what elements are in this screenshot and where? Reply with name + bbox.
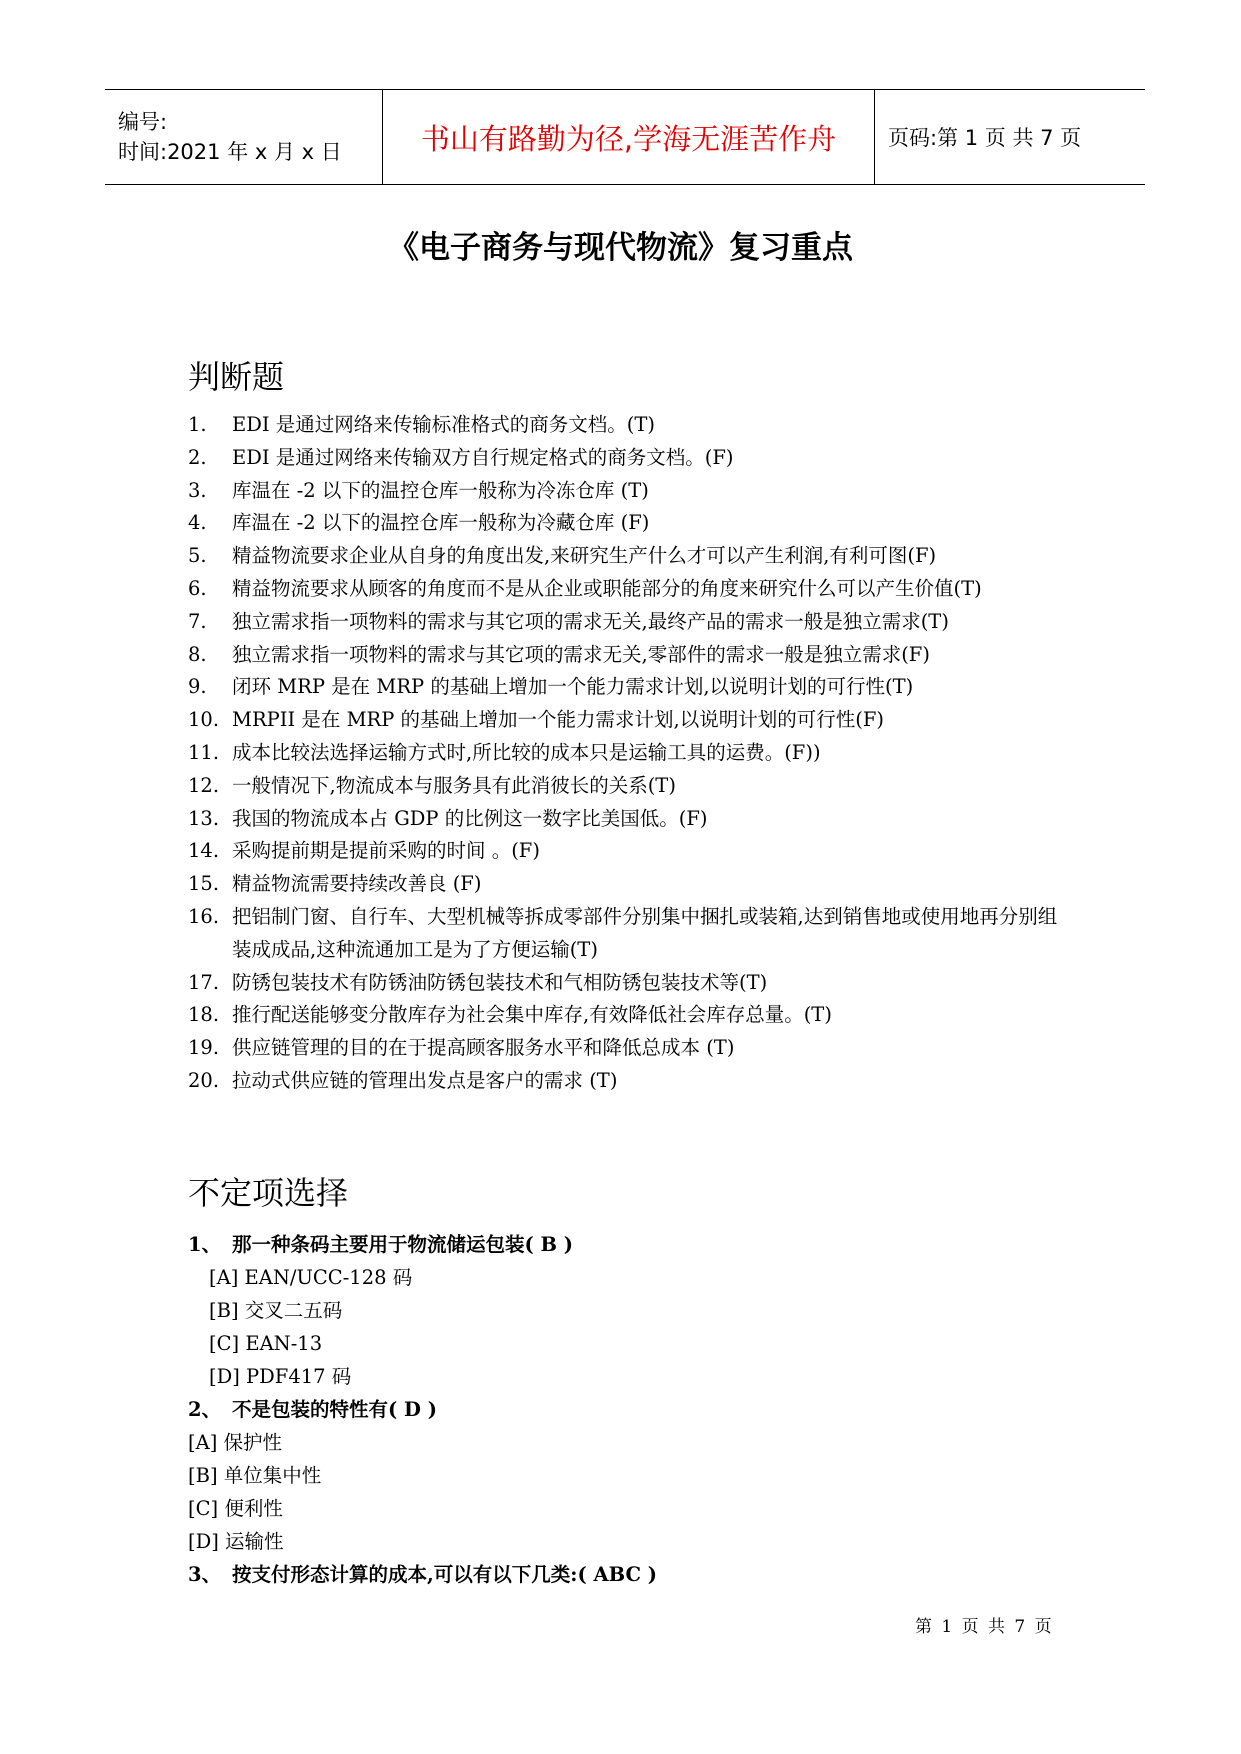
header-page-cell [875,90,1145,184]
item-text: 独立需求指一项物料的需求与其它项的需求无关,最终产品的需求一般是独立需求(T) [232,609,949,633]
header-page-info: 页码:第 1 页 共 7 页 [888,126,1082,150]
item-number: 20. [188,1068,220,1092]
question-text: 不是包装的特性有( D ) [232,1398,437,1421]
item-number: 19. [188,1036,220,1060]
item-number: 12. [188,773,220,797]
item-number: 2. [188,445,207,469]
item-number: 18. [188,1003,220,1027]
item-text: EDI 是通过网络来传输双方自行规定格式的商务文档。(F) [232,445,734,469]
item-number: 16. [188,904,220,928]
header-left-cell [105,90,383,184]
list-item [188,1065,1068,1098]
item-text: MRPII 是在 MRP 的基础上增加一个能力需求计划,以说明计划的可行性(F) [232,708,884,732]
list-item [188,1032,1068,1065]
question-1 [188,1228,1068,1261]
multiple-choice-heading: 不定项选择 [188,1174,349,1212]
item-number: 10. [188,708,220,732]
item-text: 精益物流要求企业从自身的角度出发,来研究生产什么才可以产生利润,有利可图(F) [232,544,937,568]
page-footer: 第 1 页 共 7 页 [915,1617,1054,1637]
list-item [188,507,1068,540]
option-a: [A] EAN/UCC-128 码 [209,1266,413,1289]
item-number: 4. [188,511,207,535]
list-item [188,835,1068,868]
serial-label: 编号: [118,110,168,134]
item-text: 推行配送能够变分散库存为社会集中库存,有效降低社会库存总量。(T) [232,1003,832,1027]
list-item [188,704,1068,737]
list-item [188,671,1068,704]
question-2 [188,1393,1068,1426]
list-item [188,901,1068,967]
item-text: 把铝制门窗、自行车、大型机械等拆成零部件分别集中捆扎或装箱,达到销售地或使用地再分别组装成成品,这种流通加工是为了方便运输(T) [232,904,1058,961]
item-number: 6. [188,576,207,600]
document-title: 《电子商务与现代物流》复习重点 [388,230,853,266]
item-text: 独立需求指一项物料的需求与其它项的需求无关,零部件的需求一般是独立需求(F) [232,642,930,666]
item-text: 拉动式供应链的管理出发点是客户的需求 (T) [232,1068,618,1092]
list-item [188,803,1068,836]
item-number: 8. [188,642,207,666]
multiple-choice-block [188,1228,1068,1591]
option-b: [B] 交叉二五码 [209,1299,343,1322]
item-number: 5. [188,544,207,568]
item-number: 9. [188,675,207,699]
item-number: 1. [188,413,207,436]
list-item [188,967,1068,1000]
list-item [188,770,1068,803]
question-text: 按支付形态计算的成本,可以有以下几类:( ABC ) [232,1563,658,1586]
item-text: 闭环 MRP 是在 MRP 的基础上增加一个能力需求计划,以说明计划的可行性(T) [232,675,914,699]
option-c: [C] 便利性 [188,1497,283,1520]
question-text: 那一种条码主要用于物流储运包装( B ) [232,1233,574,1256]
item-number: 3. [188,478,207,502]
item-text: 一般情况下,物流成本与服务具有此消彼长的关系(T) [232,773,676,797]
item-text: EDI 是通过网络来传输标准格式的商务文档。(T) [232,413,655,436]
list-item [188,999,1068,1032]
item-text: 供应链管理的目的在于提高顾客服务水平和降低总成本 (T) [232,1036,735,1060]
question-number: 2、 [188,1398,222,1421]
item-number: 14. [188,839,220,863]
motto-text: 书山有路勤为径,学海无涯苦作舟 [420,121,837,156]
question-number: 1、 [188,1233,222,1256]
item-text: 库温在 -2 以下的温控仓库一般称为冷藏仓库 (F) [232,511,650,535]
list-item [188,475,1068,508]
item-text: 库温在 -2 以下的温控仓库一般称为冷冻仓库 (T) [232,478,649,502]
true-false-heading: 判断题 [188,358,285,396]
option-b: [B] 单位集中性 [188,1464,322,1487]
item-text: 采购提前期是提前采购的时间 。(F) [232,839,540,863]
true-false-list [188,409,1068,1098]
item-text: 成本比较法选择运输方式时,所比较的成本只是运输工具的运费。(F)) [232,740,821,764]
item-text: 我国的物流成本占 GDP 的比例这一数字比美国低。(F) [232,806,708,830]
list-item [188,737,1068,770]
time-label: 时间:2021 年 x 月 x 日 [118,140,342,164]
list-item [188,868,1068,901]
list-item [188,409,1068,442]
list-item [188,442,1068,475]
item-number: 15. [188,872,220,896]
question-3 [188,1558,1068,1591]
item-number: 11. [188,740,220,764]
item-text: 精益物流要求从顾客的角度而不是从企业或职能部分的角度来研究什么可以产生价值(T) [232,576,982,600]
item-text: 防锈包装技术有防锈油防锈包装技术和气相防锈包装技术等(T) [232,970,768,994]
option-d: [D] 运输性 [188,1530,284,1553]
item-number: 7. [188,609,207,633]
item-number: 17. [188,970,220,994]
list-item [188,606,1068,639]
header-table [105,89,1145,185]
list-item [188,573,1068,606]
list-item [188,639,1068,672]
item-number: 13. [188,806,220,830]
item-text: 精益物流需要持续改善良 (F) [232,872,482,896]
question-number: 3、 [188,1563,222,1586]
option-c: [C] EAN-13 [209,1332,323,1355]
option-d: [D] PDF417 码 [209,1365,352,1388]
list-item [188,540,1068,573]
header-motto-cell [383,90,875,184]
option-a: [A] 保护性 [188,1431,282,1454]
